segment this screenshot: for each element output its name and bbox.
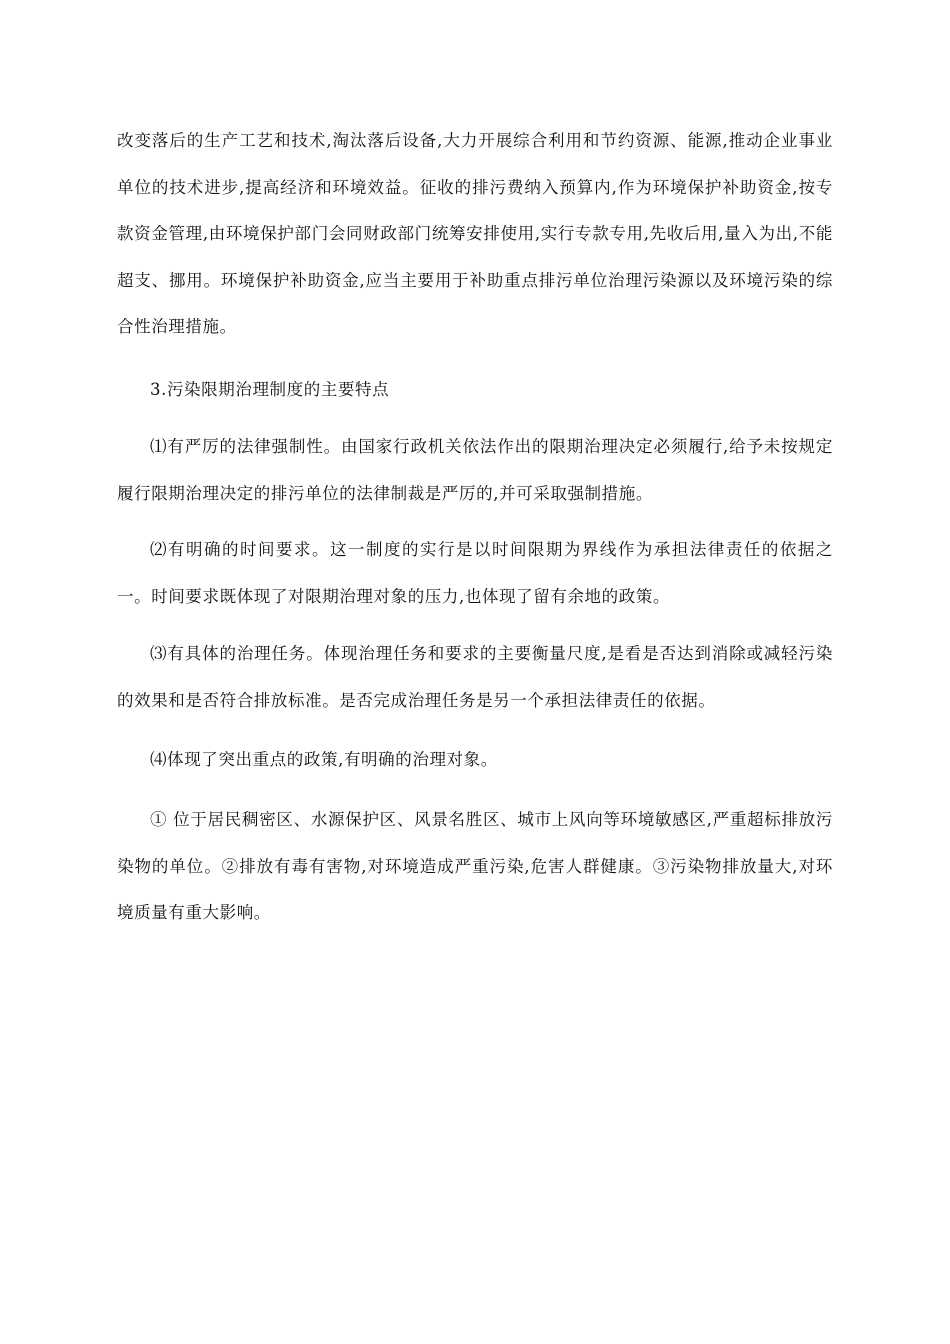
paragraph-feature-3: ⑶有具体的治理任务。体现治理任务和要求的主要衡量尺度,是看是否达到消除或减轻污染的效果和是否符合排放标准。是否完成治理任务是另一个承担法律责任的依据。 — [117, 644, 833, 710]
paragraph-target-list: ① 位于居民稠密区、水源保护区、风景名胜区、城市上风向等环境敏感区,严重超标排放污染物的单位。②排放有毒有害物,对环境造成严重污染,危害人群健康。③污染物排放量大,对环境质量有重大影响。 — [117, 810, 833, 922]
paragraph-feature-1: ⑴有严厉的法律强制性。由国家行政机关依法作出的限期治理决定必须履行,给予未按规定履行限期治理决定的排污单位的法律制裁是严厉的,并可采取强制措施。 — [117, 437, 833, 503]
section-heading: 3.污染限期治理制度的主要特点 — [150, 380, 390, 399]
paragraph-feature-4: ⑷体现了突出重点的政策,有明确的治理对象。 — [150, 750, 498, 769]
paragraph-feature-2: ⑵有明确的时间要求。这一制度的实行是以时间限期为界线作为承担法律责任的依据之一。时间要求既体现了对限期治理对象的压力,也体现了留有余地的政策。 — [117, 540, 833, 606]
paragraph-fee-management: 改变落后的生产工艺和技术,淘汰落后设备,大力开展综合利用和节约资源、能源,推动企业事业单位的技术进步,提高经济和环境效益。征收的排污费纳入预算内,作为环境保护补助资金,按专款资金管理,由环境保护部门会同财政部门统筹安排使用,实行专款专用,先收后用,量入为出,不能超支、挪用。环境保护补助资金,应当主要用于补助重点排污单位治理污染源以及环境污染的综合性治理措施。 — [117, 131, 833, 336]
